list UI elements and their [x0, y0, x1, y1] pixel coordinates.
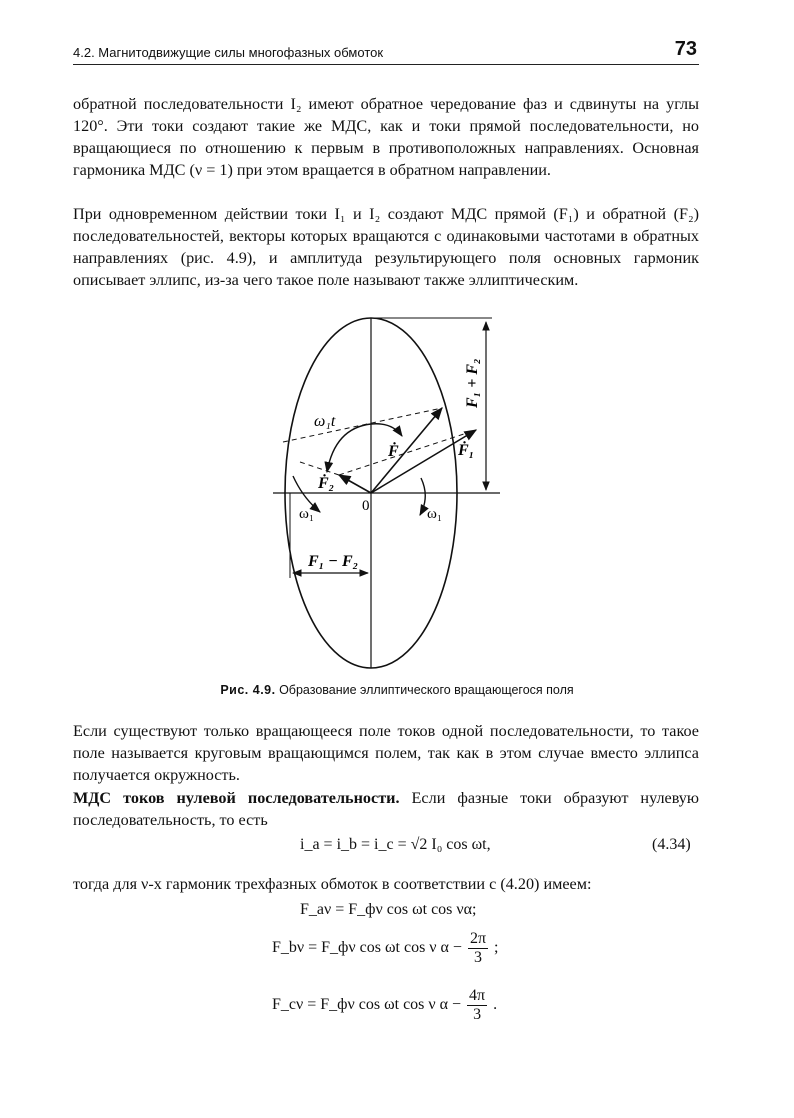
label-f1-plus-f2: F₁ + F₂	[464, 358, 481, 408]
equation-fb-fraction	[468, 930, 488, 967]
dashed-line	[300, 462, 339, 475]
paragraph-4-heading: МДС токов нулевой последовательности.	[73, 789, 400, 807]
paragraph-2: При одновременном действии токи I₁ и I₂ создают МДС прямой (F₁) и обратной (F₂) последовательностей, векторы которых вращаются с одинаковыми частотами в обратных направлениях (рис. 4.9), и амплитуда результирующего поля основных гармоник описывает эллипс, из-за чего такое поле называют также эллиптическим.	[73, 205, 699, 289]
label-f: Ḟ	[388, 443, 399, 460]
figure-caption	[0, 683, 794, 697]
equation-fc	[272, 987, 497, 1024]
equation-fb	[272, 930, 498, 967]
section-title: 4.2. Магнитодвижущие силы многофазных обмоток	[73, 45, 384, 60]
equation-4-34: i_a = i_b = i_c = √2 I₀ cos ωt,	[300, 836, 491, 853]
equation-fa: F_aν = F_фν cos ωt cos να;	[300, 901, 477, 918]
page-number: 73	[674, 38, 697, 60]
caption-label: Рис. 4.9.	[220, 683, 276, 697]
equation-fc-fraction	[467, 987, 487, 1024]
paragraph-5: тогда для ν-х гармоник трехфазных обмоток в соответствии с (4.20) имеем:	[73, 875, 592, 893]
caption-text: Образование эллиптического вращающегося поля	[275, 683, 574, 697]
label-f1: Ḟ₁	[458, 442, 475, 459]
vector-f2	[339, 475, 371, 493]
label-omega1-right: ω₁	[427, 506, 443, 522]
equation-number: (4.34)	[652, 836, 691, 853]
paragraph-3: Если существуют только вращающееся поле токов одной последовательности, то такое поле называется круговым вращающимся полем, так как в этом случае вместо эллипса получается окружность.	[73, 722, 699, 784]
label-origin: 0	[362, 498, 370, 514]
label-omega1-left: ω₁	[299, 506, 315, 522]
paragraph-1: обратной последовательности I₂ имеют обратное чередование фаз и сдвинуты на углы 120°. Эти токи создают такие же МДС, как и токи прямой последовательности, но вращающиеся по отношению к первым в противоположных направлениях. Основная гармоника МДС (ν = 1) при этом вращается в обратном направлении.	[73, 95, 699, 179]
label-f1-minus-f2: F₁ − F₂	[308, 553, 359, 570]
equation-fb-main: F_bν = F_фν cos ωt cos ν α −	[272, 939, 462, 957]
rotation-arrow-right	[420, 478, 425, 515]
label-f2: Ḟ₂	[318, 475, 335, 492]
fraction-numerator: 4π	[469, 987, 486, 1004]
paragraph-4-text: Если фазные токи образуют нулевую последовательность, то есть	[73, 789, 699, 829]
label-omega1t: ω₁t	[314, 413, 336, 430]
paragraph-4	[73, 787, 699, 831]
fraction-numerator: 2π	[469, 930, 487, 947]
fraction-denominator: 3	[473, 1006, 482, 1023]
equation-fc-end: .	[493, 996, 498, 1014]
equation-fc-main: F_cν = F_фν cos ωt cos ν α −	[272, 996, 462, 1014]
equation-fb-end: ;	[494, 939, 499, 957]
fraction-denominator: 3	[473, 949, 482, 966]
